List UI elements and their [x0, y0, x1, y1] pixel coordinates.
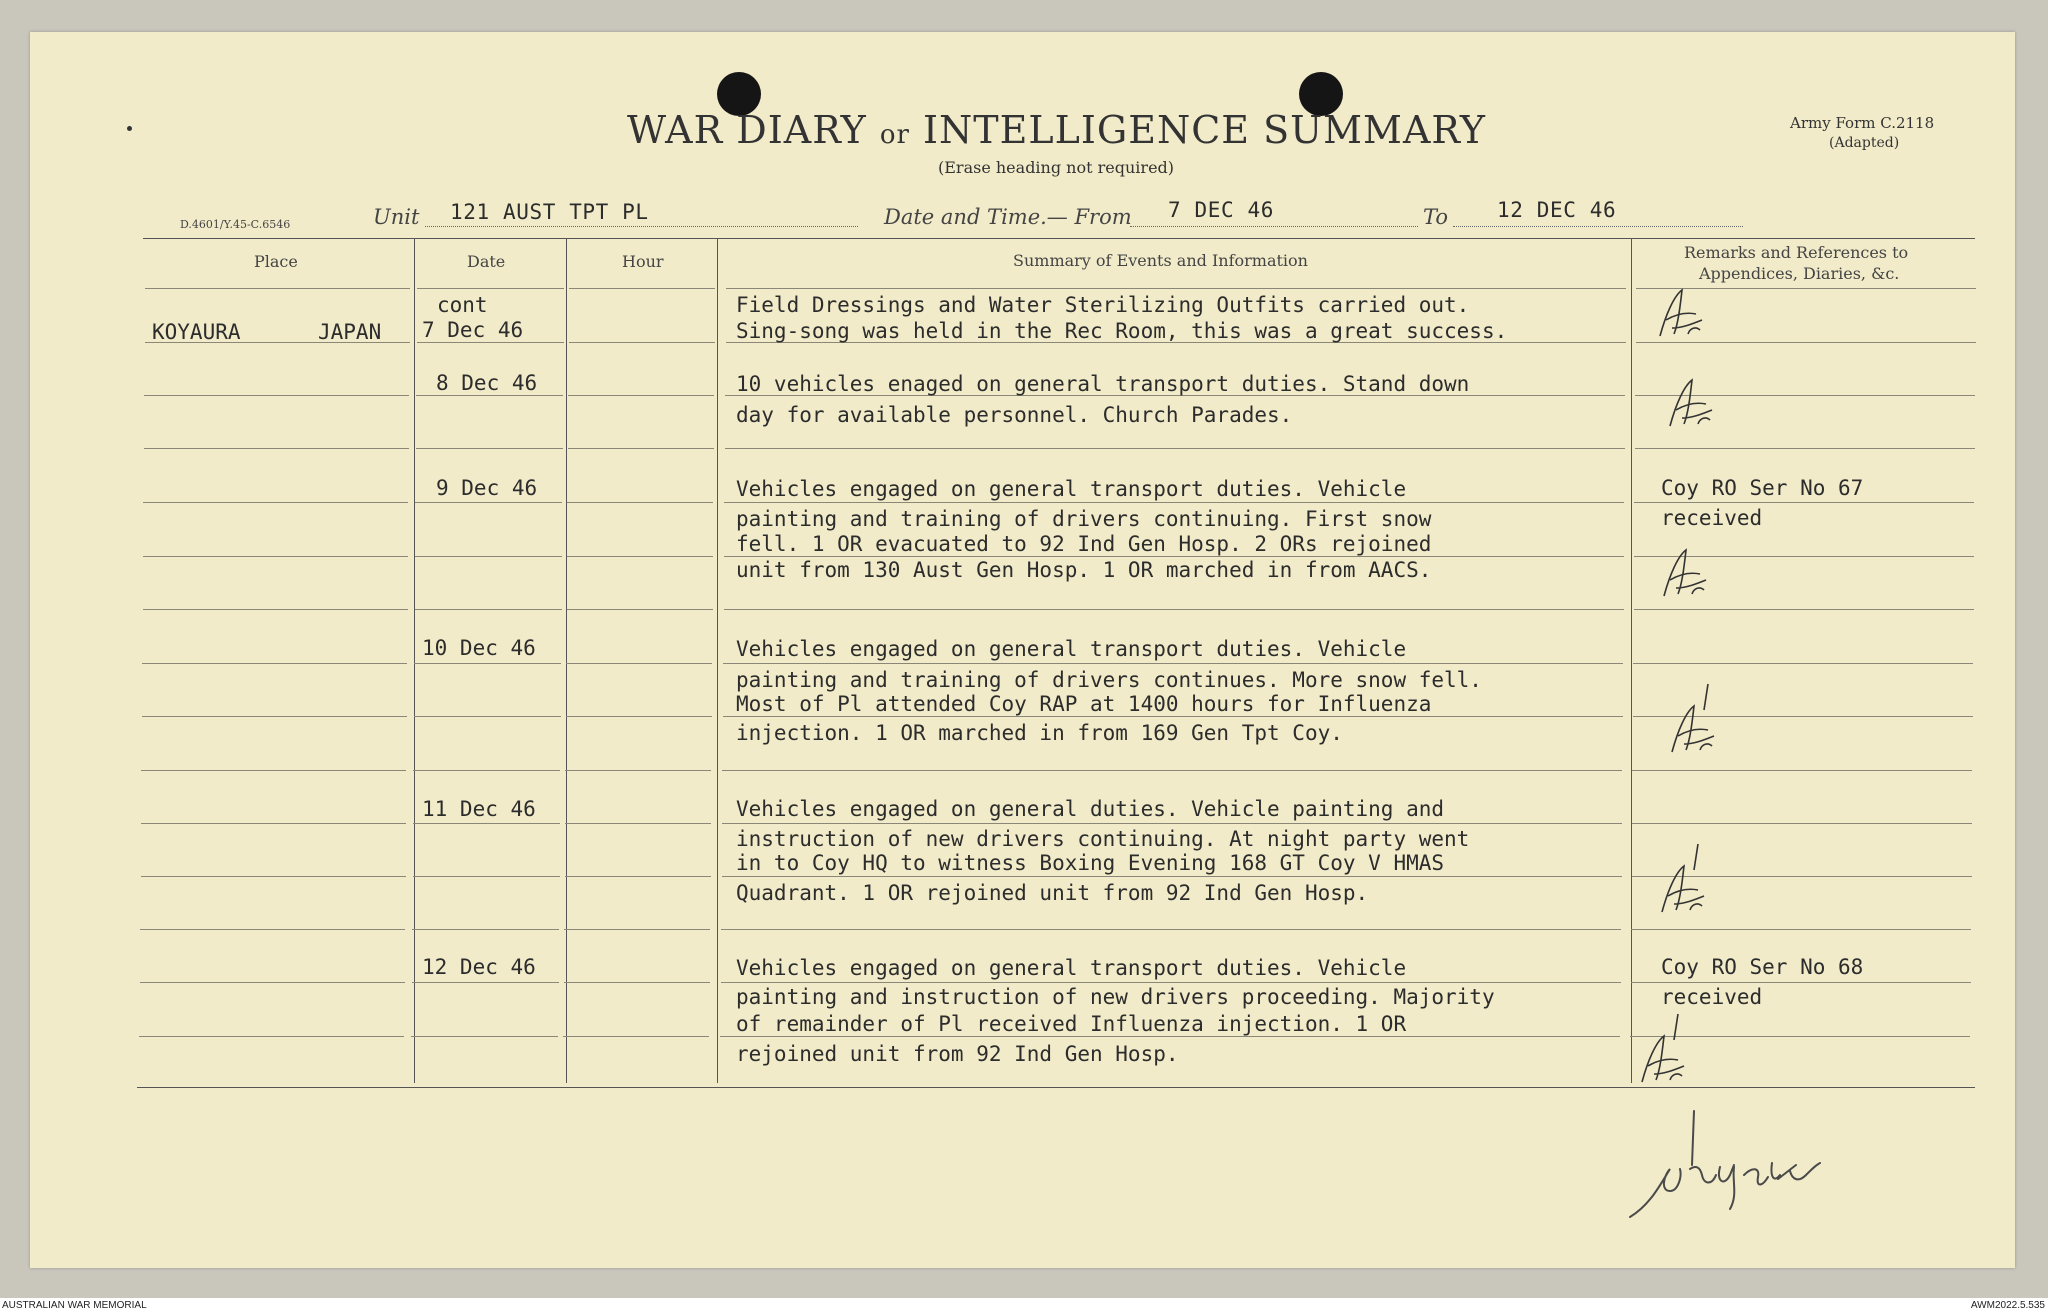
col-divider-place-date [414, 238, 415, 1083]
title-war-diary: WAR DIARY [627, 108, 867, 152]
footer-accession: AWM2022.5.535 [1970, 1300, 2045, 1311]
adapted-note: (Adapted) [1829, 135, 1900, 151]
ruled-line [565, 876, 711, 877]
unit-underline [425, 226, 858, 227]
ruled-line [141, 823, 406, 824]
col-divider-date-hour [566, 238, 567, 1083]
form-code: D.4601/Y.45-C.6546 [180, 218, 291, 231]
ruled-line [565, 823, 711, 824]
ruled-line [415, 609, 562, 610]
entry-date: 12 Dec 46 [422, 955, 536, 979]
entry-date: 7 Dec 46 [422, 318, 524, 342]
ruled-line [141, 770, 406, 771]
ruled-line [564, 929, 710, 930]
ruled-line [1635, 448, 1975, 449]
ruled-line [568, 395, 714, 396]
ruled-line [568, 448, 714, 449]
initials-mark [1662, 374, 1722, 434]
ruled-line [139, 1036, 404, 1037]
ruled-line [144, 448, 409, 449]
entry-date: 9 Dec 46 [436, 476, 538, 500]
entry-place-country: JAPAN [318, 320, 382, 344]
entry-summary-line: Sing-song was held in the Rec Room, this was a great success. [736, 319, 1508, 343]
entry-summary-line: injection. 1 OR marched in from 169 Gen Tpt Coy. [736, 721, 1343, 745]
ruled-line [415, 502, 562, 503]
entry-remarks-line: Coy RO Ser No 68 [1661, 955, 1864, 979]
col-header-remarks-line2: Appendices, Diaries, &c. [1699, 264, 1900, 283]
col-header-summary: Summary of Events and Information [1013, 251, 1308, 270]
margin-dot [127, 126, 132, 131]
entry-summary-line: Most of Pl attended Coy RAP at 1400 hours for Influenza [736, 692, 1432, 716]
entry-summary-line: Vehicles engaged on general transport duties. Vehicle [736, 477, 1407, 501]
ruled-line [569, 342, 715, 343]
table-bottom-rule [137, 1087, 1975, 1088]
entry-summary-line: instruction of new drivers continuing. At night party went [736, 827, 1470, 851]
entry-summary-line: Quadrant. 1 OR rejoined unit from 92 Ind Gen Hosp. [736, 881, 1369, 905]
ruled-line [722, 770, 1622, 771]
ruled-line [141, 876, 406, 877]
col-header-hour: Hour [622, 252, 664, 271]
ruled-line [722, 876, 1622, 877]
entry-summary-line: Vehicles engaged on general duties. Vehicle painting and [736, 797, 1445, 821]
to-underline [1453, 226, 1743, 227]
table-top-rule [143, 238, 1975, 239]
col-divider-hour-summary [717, 238, 718, 1083]
ruled-line [1631, 929, 1971, 930]
ruled-line [143, 609, 408, 610]
entry-summary-line: of remainder of Pl received Influenza injection. 1 OR [736, 1012, 1407, 1036]
entry-summary-line: unit from 130 Aust Gen Hosp. 1 OR marched in from AACS. [736, 558, 1432, 582]
ruled-line [144, 395, 409, 396]
ruled-line [416, 448, 563, 449]
handwritten-signature [1620, 1105, 1840, 1225]
to-label: To [1423, 205, 1449, 229]
entry-summary-line: rejoined unit from 92 Ind Gen Hosp. [736, 1042, 1179, 1066]
ruled-line [417, 288, 564, 289]
ruled-line [140, 982, 405, 983]
unit-label: Unit [373, 205, 420, 229]
initials-mark [1656, 544, 1716, 604]
entry-remarks-line: Coy RO Ser No 67 [1661, 476, 1864, 500]
ruled-line [566, 716, 712, 717]
entry-date-prefix: cont [437, 293, 488, 317]
ruled-line [414, 716, 561, 717]
ruled-line [1633, 663, 1973, 664]
entry-summary-line: Vehicles engaged on general transport duties. Vehicle [736, 956, 1407, 980]
date-time-label: Date and Time.— From [884, 205, 1132, 229]
ruled-line [1632, 823, 1972, 824]
entry-date: 10 Dec 46 [422, 636, 536, 660]
erase-note: (Erase heading not required) [938, 158, 1175, 177]
ruled-line [566, 663, 712, 664]
ruled-line [412, 929, 559, 930]
ruled-line [142, 716, 407, 717]
ruled-line [567, 609, 713, 610]
form-title [627, 108, 1486, 152]
ruled-line [565, 770, 711, 771]
entry-remarks-line: received [1661, 506, 1763, 530]
ruled-line [1631, 982, 1971, 983]
ruled-line [414, 663, 561, 664]
ruled-line [145, 288, 410, 289]
ruled-line [1634, 609, 1974, 610]
col-divider-summary-remarks [1631, 238, 1632, 1083]
col-header-date: Date [467, 252, 506, 271]
entry-summary-line: Vehicles engaged on general transport duties. Vehicle [736, 637, 1407, 661]
ruled-line [726, 288, 1626, 289]
col-header-place: Place [254, 252, 298, 271]
entry-date: 11 Dec 46 [422, 797, 536, 821]
title-intelligence-summary: INTELLIGENCE SUMMARY [923, 108, 1486, 152]
initials-mark [1652, 284, 1712, 344]
ruled-line [725, 448, 1625, 449]
entry-summary-line: Field Dressings and Water Sterilizing Outfits carried out. [736, 293, 1470, 317]
entry-summary-line: painting and instruction of new drivers proceeding. Majority [736, 985, 1495, 1009]
ruled-line [722, 823, 1622, 824]
ruled-line [415, 556, 562, 557]
ruled-line [721, 982, 1621, 983]
entry-summary-line: day for available personnel. Church Parades. [736, 403, 1293, 427]
ruled-line [140, 929, 405, 930]
ruled-line [413, 876, 560, 877]
from-underline [1130, 226, 1418, 227]
col-header-remarks-line1: Remarks and References to [1684, 243, 1909, 262]
entry-summary-line: painting and training of drivers continuing. First snow [736, 507, 1432, 531]
ruled-line [721, 929, 1621, 930]
ruled-line [413, 823, 560, 824]
ruled-line [563, 1036, 709, 1037]
ruled-line [723, 663, 1623, 664]
to-date-value: 12 DEC 46 [1497, 198, 1617, 222]
ruled-line [564, 982, 710, 983]
ruled-line [567, 502, 713, 503]
entry-summary-line: in to Coy HQ to witness Boxing Evening 168 GT Coy V HMAS [736, 851, 1445, 875]
ruled-line [567, 556, 713, 557]
ruled-line [412, 982, 559, 983]
entry-date: 8 Dec 46 [436, 371, 538, 395]
ruled-line [142, 663, 407, 664]
ruled-line [1634, 502, 1974, 503]
entry-summary-line: painting and training of drivers continues. More snow fell. [736, 668, 1482, 692]
entry-remarks-line: received [1661, 985, 1763, 1009]
ruled-line [413, 770, 560, 771]
ruled-line [1632, 770, 1972, 771]
footer-source: AUSTRALIAN WAR MEMORIAL [2, 1300, 147, 1311]
ruled-line [143, 556, 408, 557]
ruled-line [724, 502, 1624, 503]
unit-value: 121 AUST TPT PL [450, 200, 649, 224]
army-form-number: Army Form C.2118 [1790, 114, 1935, 132]
ruled-line [724, 609, 1624, 610]
from-date-value: 7 DEC 46 [1168, 198, 1274, 222]
ruled-line [569, 288, 715, 289]
ruled-line [411, 1036, 558, 1037]
title-or: or [879, 120, 910, 150]
initials-mark [1654, 840, 1714, 920]
entry-summary-line: 10 vehicles enaged on general transport duties. Stand down [736, 372, 1470, 396]
footer-strip [0, 1298, 2048, 1313]
initials-mark [1634, 1010, 1694, 1090]
initials-mark [1664, 680, 1724, 760]
entry-place: KOYAURA [152, 320, 241, 344]
ruled-line [143, 502, 408, 503]
entry-summary-line: fell. 1 OR evacuated to 92 Ind Gen Hosp. 2 ORs rejoined [736, 532, 1432, 556]
